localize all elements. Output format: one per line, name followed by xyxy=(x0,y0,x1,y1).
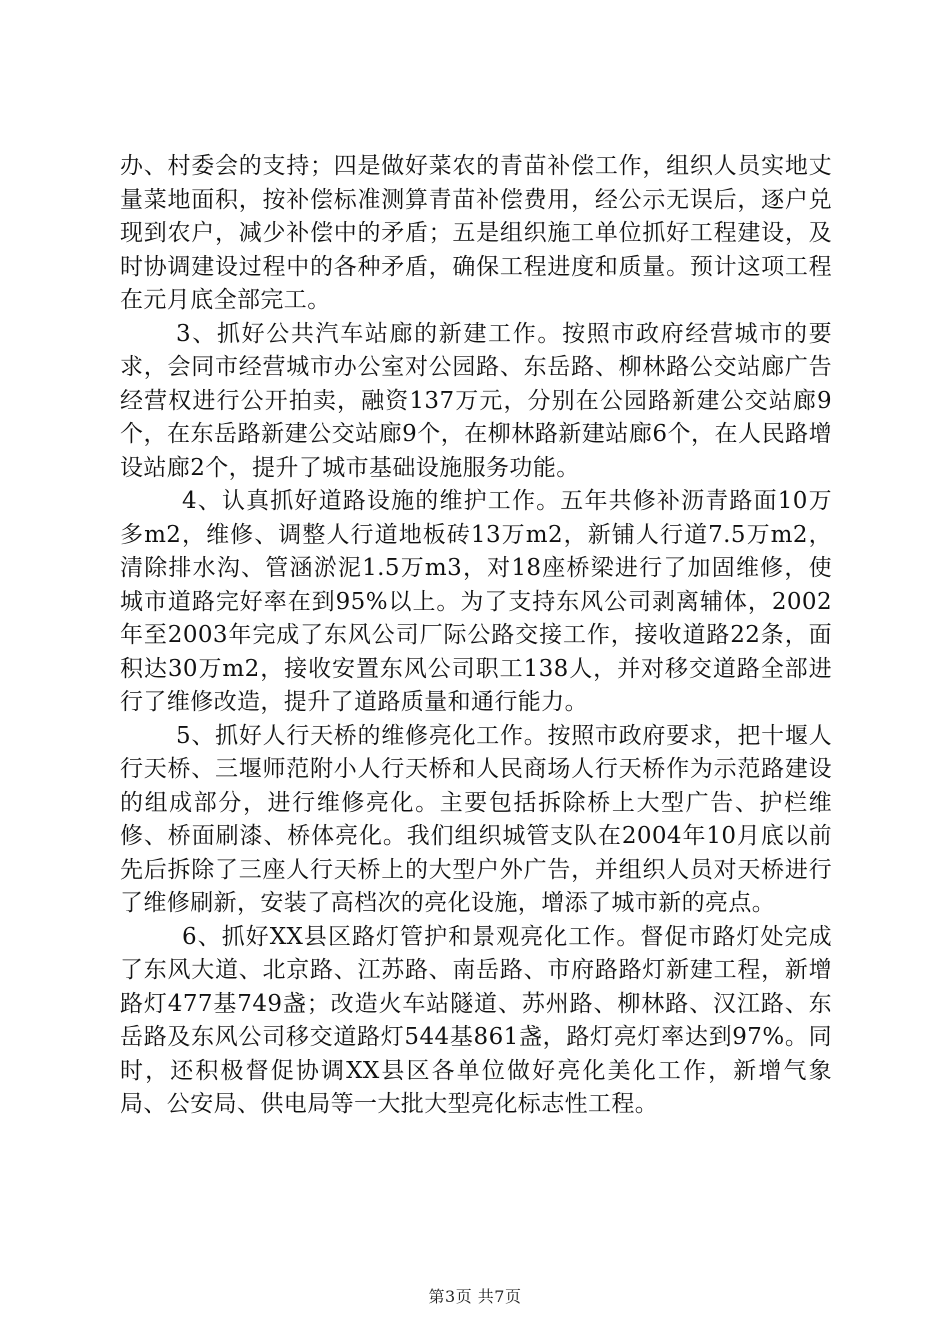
document-body xyxy=(120,150,832,1122)
paragraph-item-5: 5、抓好人行天桥的维修亮化工作。按照市政府要求，把十堰人行天桥、三堰师范附小人行天桥和人民商场人行天桥作为示范路建设的组成部分，进行维修亮化。主要包括拆除桥上大型广告、护栏维修、桥面刷漆、桥体亮化。我们组织城管支队在2004年10月底以前先后拆除了三座人行天桥上的大型户外广告，并组织人员对天桥进行了维修刷新，安装了高档次的亮化设施，增添了城市新的亮点。 xyxy=(120,722,832,916)
paragraph-continuation: 办、村委会的支持；四是做好菜农的青苗补偿工作，组织人员实地丈量菜地面积，按补偿标准测算青苗补偿费用，经公示无误后，逐户兑现到农户，减少补偿中的矛盾；五是组织施工单位抓好工程建设，及时协调建设过程中的各种矛盾，确保工程进度和质量。预计这项工程在元月底全部完工。 xyxy=(120,153,832,313)
paragraph-item-3: 3、抓好公共汽车站廊的新建工作。按照市政府经营城市的要求，会同市经营城市办公室对公园路、东岳路、柳林路公交站廊广告经营权进行公开拍卖，融资137万元，分别在公园路新建公交站廊9个，在东岳路新建公交站廊9个，在柳林路新建站廊6个，在人民路增设站廊2个，提升了城市基础设施服务功能。 xyxy=(120,320,832,481)
paragraph-item-6: 6、抓好XX县区路灯管护和景观亮化工作。督促市路灯处完成了东风大道、北京路、江苏路、南岳路、市府路路灯新建工程，新增路灯477基749盏；改造火车站隧道、苏州路、柳林路、汉江路、东岳路及东风公司移交道路灯544基861盏，路灯亮灯率达到97%。同时，还积极督促协调XX县区各单位做好亮化美化工作，新增气象局、公安局、供电局等一大批大型亮化标志性工程。 xyxy=(120,923,832,1117)
paragraph-item-4: 4、认真抓好道路设施的维护工作。五年共修补沥青路面10万多m2，维修、调整人行道地板砖13万m2，新铺人行道7.5万m2，清除排水沟、管涵淤泥1.5万m3，对18座桥梁进行了加固维修，使城市道路完好率在到95%以上。为了支持东风公司剥离辅体，2002年至2003年完成了东风公司厂际公路交接工作，接收道路22条，面积达30万m2，接收安置东风公司职工138人，并对移交道路全部进行了维修改造，提升了道路质量和通行能力。 xyxy=(120,488,832,715)
page-number-footer: 第3页 共7页 xyxy=(428,1287,522,1306)
